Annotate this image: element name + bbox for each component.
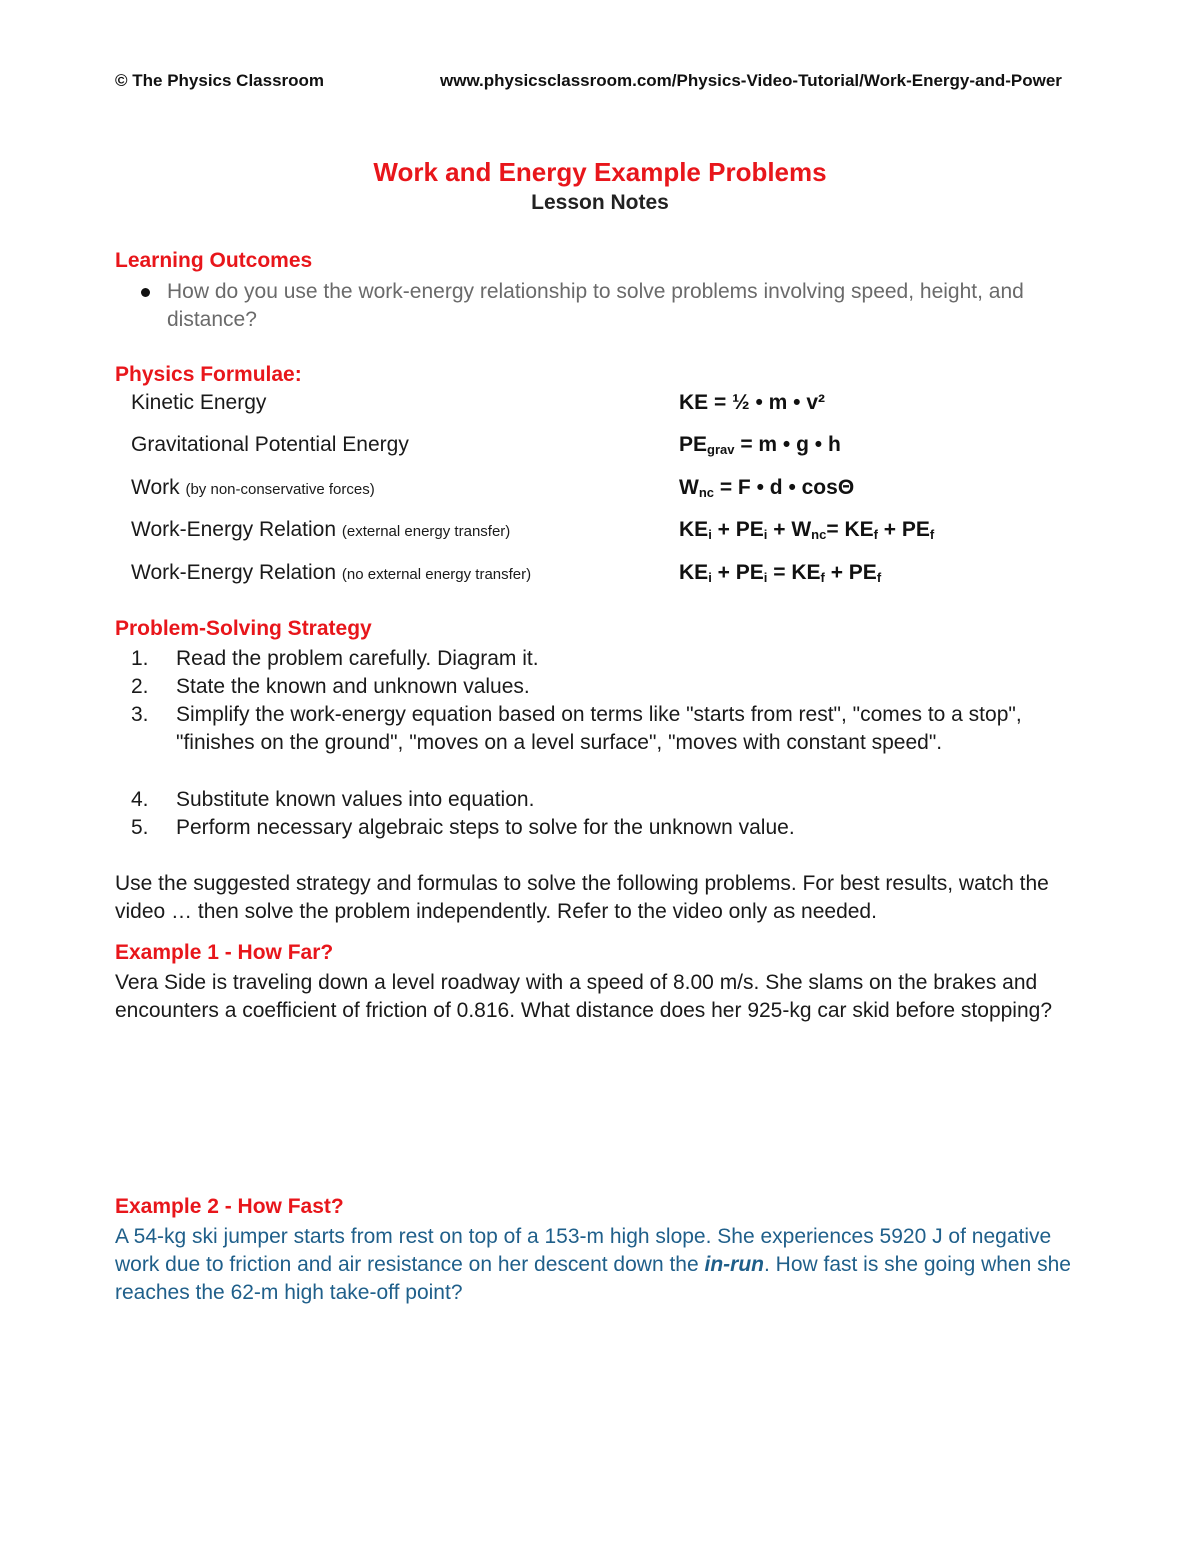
strategy-heading: Problem-Solving Strategy [115, 617, 372, 640]
example-1-heading: Example 1 - How Far? [115, 941, 334, 964]
page-title: Work and Energy Example Problems [373, 157, 827, 187]
formulae-heading: Physics Formulae: [115, 363, 302, 386]
formula-name: Kinetic Energy [131, 391, 267, 414]
formula-equation: $W_{nc} = F$ • d • cosΘ [679, 476, 855, 500]
formula-equation: KE = ½ • m • v² [679, 391, 826, 414]
step-number: 2. [131, 675, 149, 698]
formula-name: Gravitational Potential Energy [131, 433, 409, 456]
formula-equation: $KE_i + PE_i + W_{nc}= KE_f + PE_f$ [679, 518, 935, 542]
formula-row-work-energy-external [131, 518, 1081, 548]
formula-note: (by non-conservative forces) [185, 481, 375, 498]
formula-equation: $KE_i + PE_i = KE_f + PE_f$ [679, 561, 882, 585]
formula-name: Work-Energy Relation (no external energy transfer) [131, 561, 532, 584]
step-text: Perform necessary algebraic steps to solve for the unknown value. [176, 816, 795, 839]
formula-equation: $PE_{grav} = m$ • g • h [679, 433, 841, 457]
step-number: 4. [131, 788, 149, 811]
example-2-text: A 54-kg ski jumper starts from rest on top of a 153-m high slope. She experiences 5920 J of negative work due to friction and air resistance on her descent down the in-run. How fast is she going when she reaches the 62-m high take-off point? [115, 1225, 1071, 1304]
bullet-icon [141, 288, 150, 297]
learning-outcomes-heading: Learning Outcomes [115, 249, 313, 272]
formula-note: (no external energy transfer) [341, 566, 532, 583]
step-number: 3. [131, 703, 149, 726]
step-text: Read the problem carefully. Diagram it. [176, 647, 539, 670]
formula-name: Work-Energy Relation (external energy transfer) [131, 518, 511, 541]
example-2-heading: Example 2 - How Fast? [115, 1195, 344, 1218]
formula-row-work-energy-no-external [131, 561, 1081, 591]
page-subtitle: Lesson Notes [531, 191, 669, 214]
step-text: Simplify the work-energy equation based on terms like "starts from rest", "comes to a stop", "finishes on the ground", "moves on a level surface", "moves with constant speed". [176, 703, 1022, 754]
example-1-text: Vera Side is traveling down a level roadway with a speed of 8.00 m/s. She slams on the brakes and encounters a coefficient of friction of 0.816. What distance does her 925-kg car skid before stopping? [115, 971, 1053, 1022]
formula-name: Work (by non-conservative forces) [131, 476, 375, 499]
header-url[interactable]: www.physicsclassroom.com/Physics-Video-Tutorial/Work-Energy-and-Power [440, 71, 1062, 90]
step-number: 1. [131, 647, 149, 670]
header-copyright: © The Physics Classroom [115, 71, 325, 90]
formula-row-potential [131, 433, 1081, 463]
formula-note: (external energy transfer) [341, 523, 511, 540]
step-number: 5. [131, 816, 149, 839]
learning-outcome-text: How do you use the work-energy relationship to solve problems involving speed, height, and distance? [167, 280, 1024, 331]
step-text: Substitute known values into equation. [176, 788, 535, 811]
emphasis-text: in-run [704, 1253, 764, 1276]
intro-paragraph: Use the suggested strategy and formulas to solve the following problems. For best results, watch the video … then solve the problem independently. Refer to the video only as needed. [115, 872, 1049, 923]
formula-row-kinetic [131, 391, 1081, 421]
formula-row-work [131, 476, 1081, 506]
step-text: State the known and unknown values. [176, 675, 530, 698]
